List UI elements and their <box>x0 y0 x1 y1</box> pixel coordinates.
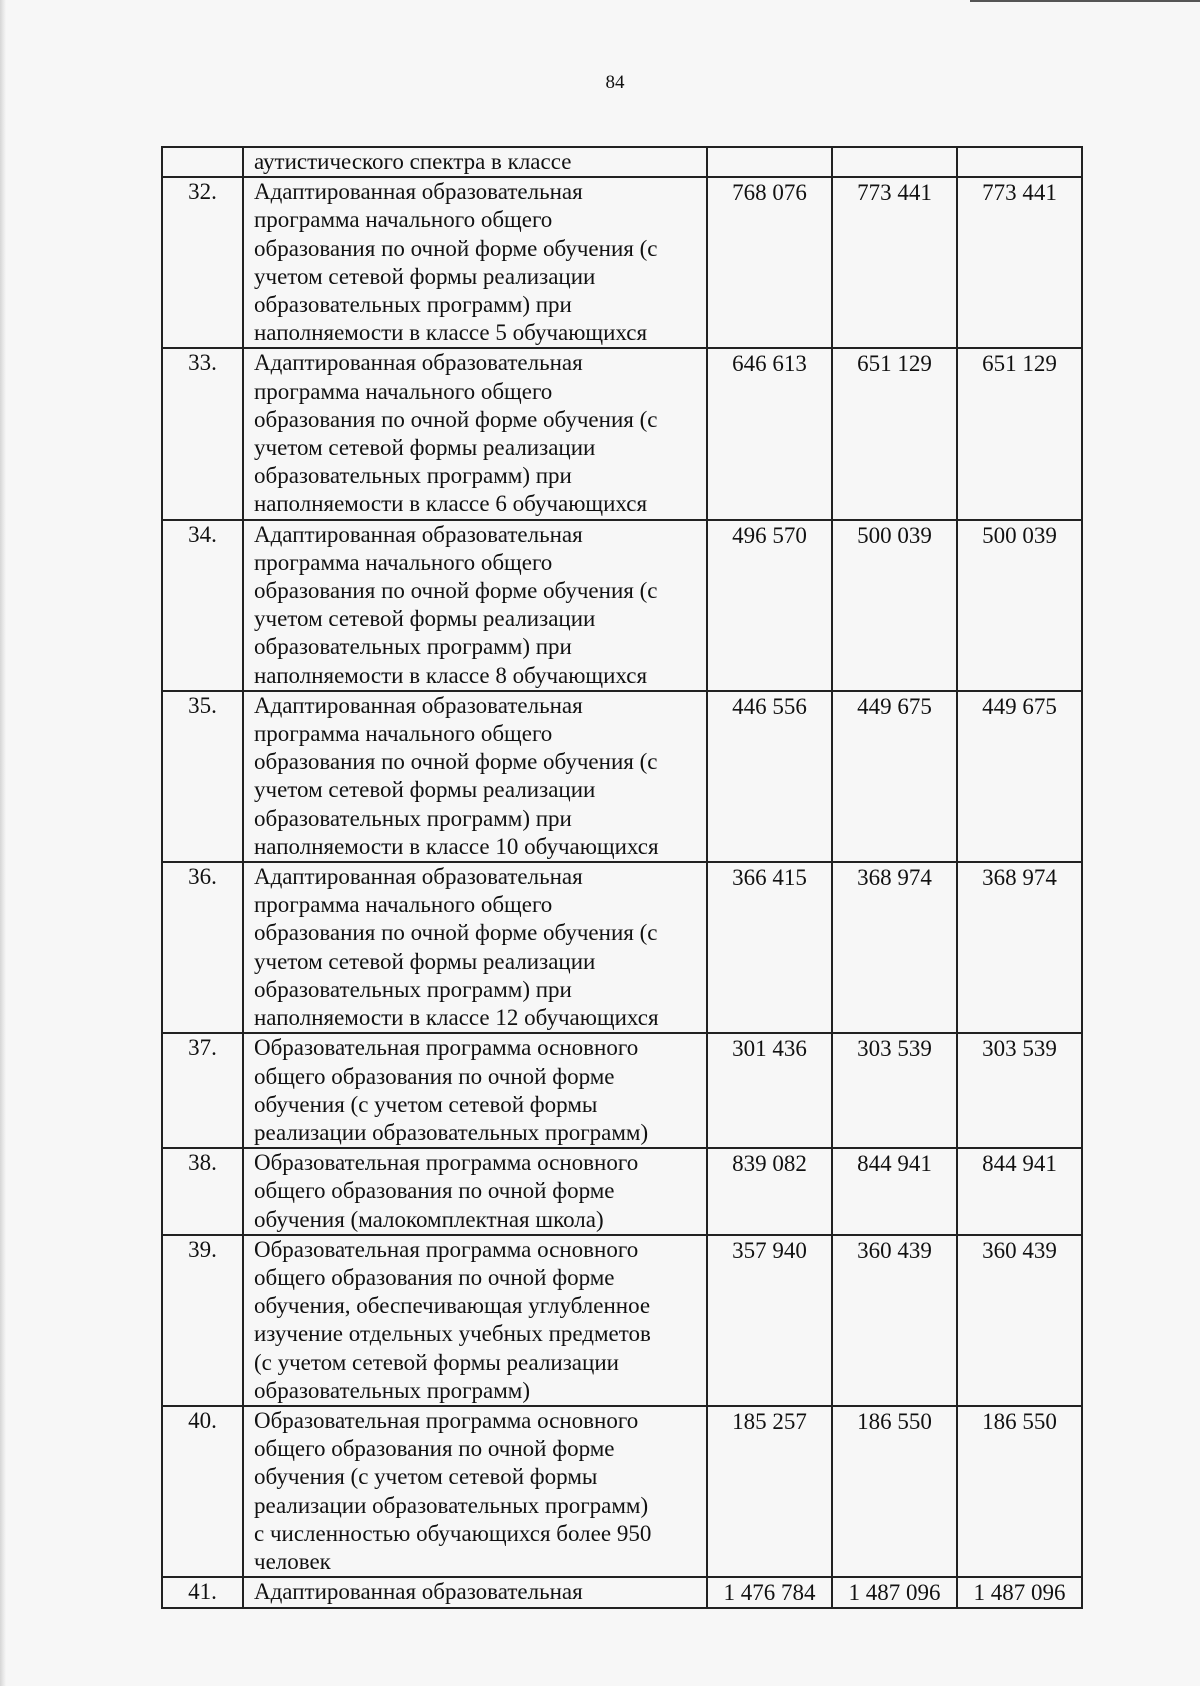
program-name-line: обучения (с учетом сетевой формы <box>254 1464 598 1490</box>
table-row <box>162 520 1082 691</box>
program-name-line: Адаптированная образовательная <box>254 521 583 547</box>
value-text: 301 436 <box>732 1036 807 1062</box>
row-number: 39. <box>162 1235 243 1406</box>
value-year-1 <box>707 1235 832 1406</box>
program-name <box>243 1148 707 1235</box>
program-name-line: Адаптированная образовательная <box>254 692 583 718</box>
scan-left-edge <box>0 0 6 1686</box>
program-name-line: Образовательная программа основного <box>254 1035 639 1061</box>
value-text: 500 039 <box>857 522 932 548</box>
value-year-2 <box>832 691 957 862</box>
program-name-line: образования по очной форме обучения (с <box>254 578 658 604</box>
table-row <box>162 147 1082 177</box>
value-text: 646 613 <box>732 351 807 377</box>
program-name-line: реализации образовательных программ) <box>254 1492 649 1518</box>
program-name-line: обучения (с учетом сетевой формы <box>254 1091 598 1117</box>
value-year-3 <box>957 177 1082 348</box>
value-year-2 <box>832 177 957 348</box>
value-year-1 <box>707 1148 832 1235</box>
program-name-line: Образовательная программа основного <box>254 1407 639 1433</box>
program-name-line: наполняемости в классе 5 обучающихся <box>254 320 648 346</box>
value-text: 1 487 096 <box>973 1580 1066 1606</box>
value-year-3 <box>957 348 1082 519</box>
program-name-line: Адаптированная образовательная <box>254 1579 583 1605</box>
program-name <box>243 177 707 348</box>
value-year-2 <box>832 1148 957 1235</box>
value-year-1 <box>707 348 832 519</box>
value-text: 449 675 <box>857 693 932 719</box>
value-year-2 <box>832 1235 957 1406</box>
value-year-2 <box>832 348 957 519</box>
value-year-1 <box>707 147 832 177</box>
value-year-3 <box>957 1406 1082 1577</box>
program-name-line: Образовательная программа основного <box>254 1236 639 1262</box>
program-name-line: общего образования по очной форме <box>254 1436 615 1462</box>
value-text: 185 257 <box>732 1408 807 1434</box>
program-name-line: программа начального общего <box>254 378 553 404</box>
value-text: 496 570 <box>732 522 807 548</box>
program-name <box>243 862 707 1033</box>
program-name <box>243 691 707 862</box>
row-number: 41. <box>162 1577 243 1608</box>
value-year-1 <box>707 1033 832 1148</box>
program-name-line: образовательных программ) при <box>254 805 572 831</box>
program-name <box>243 1406 707 1577</box>
table-row <box>162 862 1082 1033</box>
table-row <box>162 1148 1082 1235</box>
value-year-2 <box>832 1406 957 1577</box>
value-text: 773 441 <box>857 180 932 206</box>
value-text: 360 439 <box>982 1237 1057 1263</box>
program-name-line: образования по очной форме обучения (с <box>254 235 658 261</box>
value-year-3 <box>957 1033 1082 1148</box>
table-body <box>162 147 1082 1608</box>
row-number: 37. <box>162 1033 243 1148</box>
table-row <box>162 1406 1082 1577</box>
value-year-3 <box>957 1577 1082 1608</box>
value-text: 844 941 <box>857 1151 932 1177</box>
value-text: 500 039 <box>982 522 1057 548</box>
scan-corner-rule <box>970 0 1200 2</box>
value-text: 366 415 <box>732 865 807 891</box>
program-name-line: наполняемости в классе 8 обучающихся <box>254 662 648 688</box>
table-row <box>162 348 1082 519</box>
program-name-line: аутистического спектра в классе <box>254 149 572 174</box>
value-text: 651 129 <box>857 351 932 377</box>
program-name-line: образования по очной форме обучения (с <box>254 406 658 432</box>
program-name-line: Образовательная программа основного <box>254 1150 639 1176</box>
program-name-line: образовательных программ) при <box>254 634 572 660</box>
value-year-2 <box>832 1577 957 1608</box>
program-name <box>243 1033 707 1148</box>
program-name-line: образования по очной форме обучения (с <box>254 920 658 946</box>
row-number: 35. <box>162 691 243 862</box>
tariff-table <box>161 146 1083 1609</box>
value-year-3 <box>957 691 1082 862</box>
value-year-1 <box>707 1577 832 1608</box>
row-number: 32. <box>162 177 243 348</box>
value-year-3 <box>957 147 1082 177</box>
program-name-line: программа начального общего <box>254 892 553 918</box>
value-year-2 <box>832 1033 957 1148</box>
value-year-2 <box>832 147 957 177</box>
program-name-line: учетом сетевой формы реализации <box>254 606 596 632</box>
program-name-line: образовательных программ) при <box>254 976 572 1002</box>
program-name-line: общего образования по очной форме <box>254 1178 615 1204</box>
table-row <box>162 1033 1082 1148</box>
program-name-line: учетом сетевой формы реализации <box>254 948 596 974</box>
program-name-line: программа начального общего <box>254 721 553 747</box>
value-text: 360 439 <box>857 1237 932 1263</box>
program-name-line: образования по очной форме обучения (с <box>254 749 658 775</box>
row-number: 34. <box>162 520 243 691</box>
row-number: 38. <box>162 1148 243 1235</box>
value-text: 1 476 784 <box>723 1580 816 1606</box>
program-name-line: человек <box>254 1548 331 1574</box>
program-name-line: наполняемости в классе 10 обучающихся <box>254 833 659 859</box>
value-text: 1 487 096 <box>848 1580 941 1606</box>
program-name <box>243 1235 707 1406</box>
program-name <box>243 147 707 177</box>
value-year-1 <box>707 862 832 1033</box>
program-name-line: образовательных программ) <box>254 1377 530 1403</box>
program-name-line: образовательных программ) при <box>254 463 572 489</box>
value-year-3 <box>957 520 1082 691</box>
value-text: 186 550 <box>857 1408 932 1434</box>
table-row <box>162 177 1082 348</box>
page-number: 84 <box>605 72 625 93</box>
row-number <box>162 147 243 177</box>
program-name-line: программа начального общего <box>254 549 553 575</box>
table-row <box>162 691 1082 862</box>
program-name-line: общего образования по очной форме <box>254 1063 615 1089</box>
value-text: 768 076 <box>732 180 807 206</box>
program-name-line: Адаптированная образовательная <box>254 350 583 376</box>
row-number: 33. <box>162 348 243 519</box>
program-name-line: учетом сетевой формы реализации <box>254 435 596 461</box>
value-text <box>833 148 956 149</box>
value-text: 368 974 <box>982 865 1057 891</box>
value-year-1 <box>707 520 832 691</box>
program-name-line: Адаптированная образовательная <box>254 864 583 890</box>
value-year-1 <box>707 691 832 862</box>
program-name-line: наполняемости в классе 6 обучающихся <box>254 491 648 517</box>
value-text: 844 941 <box>982 1151 1057 1177</box>
row-number: 40. <box>162 1406 243 1577</box>
value-text <box>708 148 831 149</box>
program-name <box>243 348 707 519</box>
table-row <box>162 1235 1082 1406</box>
program-name-line: Адаптированная образовательная <box>254 179 583 205</box>
table-row <box>162 1577 1082 1608</box>
value-text: 773 441 <box>982 180 1057 206</box>
value-year-3 <box>957 862 1082 1033</box>
value-year-3 <box>957 1235 1082 1406</box>
program-name-line: общего образования по очной форме <box>254 1264 615 1290</box>
value-text: 186 550 <box>982 1408 1057 1434</box>
program-name-line: реализации образовательных программ) <box>254 1119 649 1145</box>
value-text: 368 974 <box>857 865 932 891</box>
program-name-line: учетом сетевой формы реализации <box>254 777 596 803</box>
program-name-line: (с учетом сетевой формы реализации <box>254 1349 619 1375</box>
value-text: 449 675 <box>982 693 1057 719</box>
program-name <box>243 520 707 691</box>
value-year-1 <box>707 177 832 348</box>
program-name-line: учетом сетевой формы реализации <box>254 263 596 289</box>
value-text: 357 940 <box>732 1237 807 1263</box>
program-name-line: обучения (малокомплектная школа) <box>254 1206 604 1232</box>
program-name-line: образовательных программ) при <box>254 292 572 318</box>
program-name <box>243 1577 707 1608</box>
value-text: 839 082 <box>732 1151 807 1177</box>
program-name-line: программа начального общего <box>254 207 553 233</box>
program-name-line: изучение отдельных учебных предметов <box>254 1321 651 1347</box>
value-year-3 <box>957 1148 1082 1235</box>
value-year-2 <box>832 862 957 1033</box>
value-text: 303 539 <box>982 1036 1057 1062</box>
value-text: 651 129 <box>982 351 1057 377</box>
value-text: 303 539 <box>857 1036 932 1062</box>
program-name-line: наполняемости в классе 12 обучающихся <box>254 1005 659 1031</box>
program-name-line: обучения, обеспечивающая углубленное <box>254 1293 651 1319</box>
row-number: 36. <box>162 862 243 1033</box>
program-name-line: с численностью обучающихся более 950 <box>254 1520 652 1546</box>
value-year-1 <box>707 1406 832 1577</box>
value-year-2 <box>832 520 957 691</box>
value-text <box>958 148 1081 149</box>
value-text: 446 556 <box>732 693 807 719</box>
